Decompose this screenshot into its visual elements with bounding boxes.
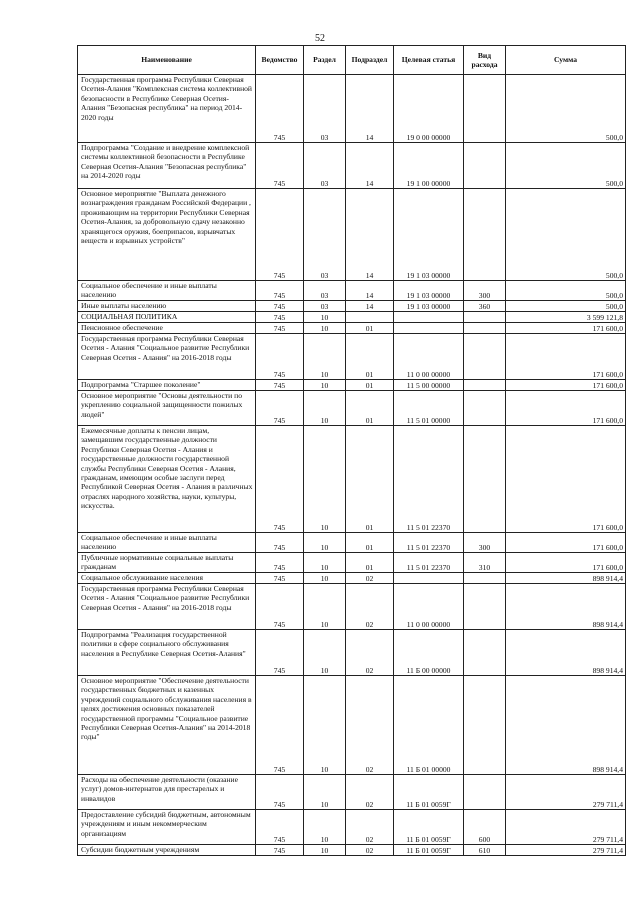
table-cell-target-article: 11 Б 01 00000 <box>394 676 464 775</box>
table-row <box>78 676 626 775</box>
table-cell-vedomstvo: 745 <box>256 334 304 380</box>
table-cell-expense-type <box>464 775 506 810</box>
table-cell-podrazdel: 02 <box>346 676 394 775</box>
table-cell-expense-type <box>464 380 506 391</box>
table-cell-podrazdel: 02 <box>346 630 394 676</box>
table-cell-target-article: 11 0 00 00000 <box>394 584 464 630</box>
table-cell-podrazdel: 01 <box>346 334 394 380</box>
table-cell-expense-type <box>464 676 506 775</box>
header-sum: Сумма <box>506 46 626 75</box>
table-cell-razdel: 10 <box>304 810 346 845</box>
table-cell-podrazdel: 01 <box>346 323 394 334</box>
table-cell-name: Пенсионное обеспечение <box>78 323 256 334</box>
header-razdel: Раздел <box>304 46 346 75</box>
table-cell-razdel: 10 <box>304 533 346 553</box>
table-cell-razdel: 03 <box>304 143 346 189</box>
table-cell-target-article: 11 Б 00 00000 <box>394 630 464 676</box>
table-row <box>78 323 626 334</box>
table-cell-expense-type <box>464 426 506 533</box>
table-cell-name: Основное мероприятие "Обеспечение деятельности государственных бюджетных и казенных учреждений социального обслуживания населения в целях достижения основных показателей государственной программы "Социальное развитие Республики Северная Осетия-Алания" на 2014-2018 годы" <box>78 676 256 775</box>
table-cell-name: Подпрограмма "Создание и внедрение комплексной системы коллективной безопасности в Республике Северная Осетия-Алания "Безопасная республика" на 2014-2020 годы <box>78 143 256 189</box>
table-cell-vedomstvo: 745 <box>256 676 304 775</box>
table-cell-sum: 3 599 121,8 <box>506 312 626 323</box>
table-cell-expense-type <box>464 334 506 380</box>
table-cell-razdel: 10 <box>304 312 346 323</box>
table-cell-name: Субсидии бюджетным учреждениям <box>78 845 256 856</box>
table-row <box>78 281 626 301</box>
table-cell-expense-type: 600 <box>464 810 506 845</box>
table-cell-name: Социальное обеспечение и иные выплаты населению <box>78 533 256 553</box>
table-cell-podrazdel: 01 <box>346 391 394 426</box>
table-cell-podrazdel: 14 <box>346 143 394 189</box>
table-row <box>78 630 626 676</box>
table-row <box>78 312 626 323</box>
table-cell-podrazdel: 01 <box>346 533 394 553</box>
table-cell-vedomstvo: 745 <box>256 810 304 845</box>
table-cell-expense-type <box>464 584 506 630</box>
table-cell-sum: 171 600,0 <box>506 380 626 391</box>
table-cell-name: Основное мероприятие "Основы деятельности по укреплению социальной защищенности пожилых людей" <box>78 391 256 426</box>
table-cell-name: Социальное обслуживание населения <box>78 573 256 584</box>
table-cell-vedomstvo: 745 <box>256 301 304 312</box>
table-cell-name: Ежемесячные доплаты к пенсии лицам, замещавшим государственные должности Республики Северная Осетия - Алания и государственные должности государственной службы Республики Северная Осетия - Алания, гражданам, имеющим особые заслуги перед Республикой Северная Осетия - Алания в различных отраслях народного хозяйства, науки, культуры, искусства. <box>78 426 256 533</box>
table-cell-podrazdel: 02 <box>346 845 394 856</box>
table-cell-podrazdel: 02 <box>346 584 394 630</box>
table-row <box>78 143 626 189</box>
table-cell-sum: 898 914,4 <box>506 573 626 584</box>
table-cell-vedomstvo: 745 <box>256 391 304 426</box>
table-cell-sum: 500,0 <box>506 189 626 281</box>
table-cell-razdel: 10 <box>304 630 346 676</box>
table-row <box>78 380 626 391</box>
table-cell-sum: 898 914,4 <box>506 676 626 775</box>
table-cell-name: Подпрограмма "Реализация государственной политики в сфере социального обслуживания населения в Республике Северная Осетия-Алания" <box>78 630 256 676</box>
table-row <box>78 533 626 553</box>
table-cell-vedomstvo: 745 <box>256 426 304 533</box>
table-cell-target-article: 11 0 00 00000 <box>394 334 464 380</box>
table-cell-sum: 279 711,4 <box>506 775 626 810</box>
table-cell-podrazdel: 01 <box>346 426 394 533</box>
table-cell-razdel: 10 <box>304 323 346 334</box>
table-cell-target-article: 19 1 03 00000 <box>394 189 464 281</box>
table-cell-target-article: 19 1 00 00000 <box>394 143 464 189</box>
table-cell-target-article: 19 0 00 00000 <box>394 75 464 143</box>
table-cell-expense-type: 310 <box>464 553 506 573</box>
table-cell-razdel: 03 <box>304 189 346 281</box>
table-cell-name: Иные выплаты населению <box>78 301 256 312</box>
table-row <box>78 573 626 584</box>
table-cell-vedomstvo: 745 <box>256 75 304 143</box>
table-cell-expense-type <box>464 75 506 143</box>
table-cell-sum: 500,0 <box>506 281 626 301</box>
table-cell-razdel: 10 <box>304 426 346 533</box>
table-cell-razdel: 10 <box>304 584 346 630</box>
header-podrazdel: Подраздел <box>346 46 394 75</box>
page-number: 52 <box>315 33 325 44</box>
table-cell-sum: 279 711,4 <box>506 810 626 845</box>
table-row <box>78 553 626 573</box>
table-cell-target-article: 11 5 01 22370 <box>394 553 464 573</box>
table-cell-expense-type: 360 <box>464 301 506 312</box>
table-cell-target-article: 11 5 00 00000 <box>394 380 464 391</box>
header-vedomstvo: Ведомство <box>256 46 304 75</box>
header-expense-type: Вид расхода <box>464 46 506 75</box>
table-cell-expense-type: 300 <box>464 281 506 301</box>
table-cell-podrazdel: 01 <box>346 553 394 573</box>
table-row <box>78 810 626 845</box>
header-row <box>78 46 626 75</box>
table-row <box>78 426 626 533</box>
table-cell-razdel: 10 <box>304 775 346 810</box>
table-cell-vedomstvo: 745 <box>256 553 304 573</box>
table-cell-sum: 171 600,0 <box>506 391 626 426</box>
table-cell-vedomstvo: 745 <box>256 775 304 810</box>
table-cell-razdel: 10 <box>304 334 346 380</box>
table-row <box>78 301 626 312</box>
table-cell-expense-type <box>464 573 506 584</box>
table-cell-podrazdel: 14 <box>346 301 394 312</box>
table-row <box>78 845 626 856</box>
table-cell-expense-type: 300 <box>464 533 506 553</box>
table-cell-podrazdel: 01 <box>346 380 394 391</box>
table-cell-podrazdel <box>346 312 394 323</box>
table-cell-razdel: 03 <box>304 301 346 312</box>
table-cell-vedomstvo: 745 <box>256 312 304 323</box>
table-cell-sum: 500,0 <box>506 143 626 189</box>
table-cell-razdel: 10 <box>304 573 346 584</box>
table-cell-expense-type <box>464 143 506 189</box>
table-cell-expense-type <box>464 312 506 323</box>
table-cell-sum: 500,0 <box>506 301 626 312</box>
table-cell-razdel: 10 <box>304 553 346 573</box>
table-cell-razdel: 10 <box>304 380 346 391</box>
table-cell-name: Основное мероприятие "Выплата денежного вознаграждения гражданам Российской Федерации , проживающим на территории Республики Северная Осетия-Алания, за добровольную сдачу незаконно хранящегося оружия, боеприпасов, взрывчатых веществ и взрывных устройств" <box>78 189 256 281</box>
table-cell-target-article: 11 Б 01 0059Г <box>394 845 464 856</box>
table-cell-name: Государственная программа Республики Северная Осетия - Алания "Социальное развитие Республики Северная Осетия - Алания" на 2016-2018 годы <box>78 334 256 380</box>
table-cell-target-article: 11 Б 01 0059Г <box>394 810 464 845</box>
table-cell-vedomstvo: 745 <box>256 143 304 189</box>
table-cell-sum: 171 600,0 <box>506 323 626 334</box>
table-cell-expense-type <box>464 323 506 334</box>
table-cell-razdel: 03 <box>304 281 346 301</box>
table-cell-name: Расходы на обеспечение деятельности (оказание услуг) домов-интернатов для престарелых и инвалидов <box>78 775 256 810</box>
table-cell-vedomstvo: 745 <box>256 380 304 391</box>
table-cell-podrazdel: 14 <box>346 189 394 281</box>
table-cell-vedomstvo: 745 <box>256 630 304 676</box>
table-cell-expense-type <box>464 630 506 676</box>
table-cell-name: Государственная программа Республики Северная Осетия-Алания "Комплексная система коллективной безопасности в Республике Северная Осетия-Алания "Безопасная республика" на период 2014-2020 годы <box>78 75 256 143</box>
table-cell-razdel: 10 <box>304 391 346 426</box>
table-cell-target-article: 19 1 03 00000 <box>394 281 464 301</box>
table-cell-vedomstvo: 745 <box>256 845 304 856</box>
table-cell-target-article <box>394 573 464 584</box>
table-row <box>78 391 626 426</box>
table-cell-podrazdel: 14 <box>346 75 394 143</box>
table-row <box>78 584 626 630</box>
table-cell-vedomstvo: 745 <box>256 323 304 334</box>
table-cell-target-article: 11 Б 01 0059Г <box>394 775 464 810</box>
table-cell-target-article: 11 5 01 22370 <box>394 533 464 553</box>
table-cell-target-article: 11 5 01 22370 <box>394 426 464 533</box>
header-name: Наименование <box>78 46 256 75</box>
header-target-article: Целевая статья <box>394 46 464 75</box>
table-cell-expense-type <box>464 391 506 426</box>
table-cell-target-article: 11 5 01 00000 <box>394 391 464 426</box>
table-cell-vedomstvo: 745 <box>256 281 304 301</box>
table-row <box>78 75 626 143</box>
table-cell-sum: 898 914,4 <box>506 630 626 676</box>
table-cell-target-article <box>394 312 464 323</box>
table-cell-vedomstvo: 745 <box>256 533 304 553</box>
table-cell-name: Предоставление субсидий бюджетным, автономным учреждениям и иным некоммерческим организациям <box>78 810 256 845</box>
table-cell-sum: 898 914,4 <box>506 584 626 630</box>
table-cell-expense-type: 610 <box>464 845 506 856</box>
table-cell-vedomstvo: 745 <box>256 573 304 584</box>
table-cell-name: Подпрограмма "Старшее поколение" <box>78 380 256 391</box>
table-row <box>78 775 626 810</box>
table-cell-sum: 171 600,0 <box>506 533 626 553</box>
table-cell-sum: 171 600,0 <box>506 426 626 533</box>
table-cell-vedomstvo: 745 <box>256 189 304 281</box>
table-cell-name: Социальное обеспечение и иные выплаты населению <box>78 281 256 301</box>
table-cell-razdel: 10 <box>304 845 346 856</box>
table-cell-name: Публичные нормативные социальные выплаты гражданам <box>78 553 256 573</box>
table-cell-razdel: 03 <box>304 75 346 143</box>
table-cell-razdel: 10 <box>304 676 346 775</box>
table-cell-vedomstvo: 745 <box>256 584 304 630</box>
table-cell-target-article <box>394 323 464 334</box>
table-cell-name: Государственная программа Республики Северная Осетия - Алания "Социальное развитие Республики Северная Осетия - Алания" на 2016-2018 годы <box>78 584 256 630</box>
table-cell-podrazdel: 14 <box>346 281 394 301</box>
table-row <box>78 189 626 281</box>
table-cell-target-article: 19 1 03 00000 <box>394 301 464 312</box>
table-cell-sum: 279 711,4 <box>506 845 626 856</box>
table-cell-podrazdel: 02 <box>346 810 394 845</box>
table-cell-podrazdel: 02 <box>346 573 394 584</box>
table-cell-sum: 171 600,0 <box>506 334 626 380</box>
table-row <box>78 334 626 380</box>
table-cell-sum: 171 600,0 <box>506 553 626 573</box>
budget-table <box>77 45 626 856</box>
table-cell-expense-type <box>464 189 506 281</box>
table-cell-name: СОЦИАЛЬНАЯ ПОЛИТИКА <box>78 312 256 323</box>
table-cell-podrazdel: 02 <box>346 775 394 810</box>
table-cell-sum: 500,0 <box>506 75 626 143</box>
